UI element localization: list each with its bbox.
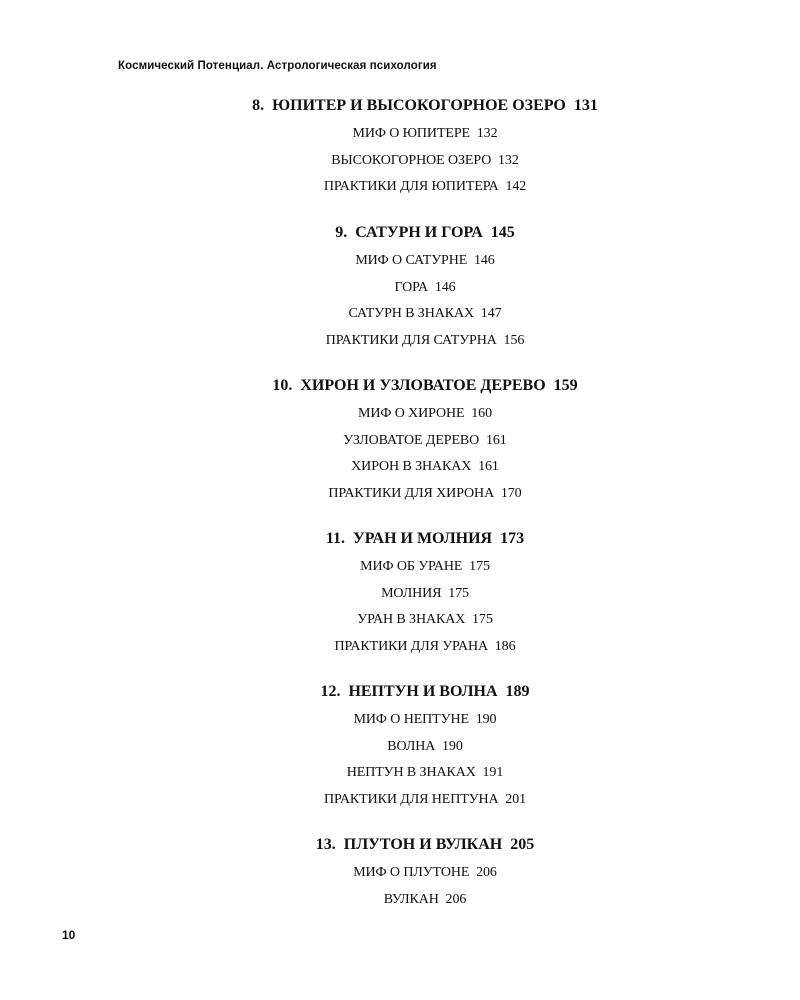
toc-item[interactable]: МИФ О ЮПИТЕРЕ 132 [352,126,498,141]
toc-item[interactable]: ПРАКТИКИ ДЛЯ НЕПТУНА 201 [323,791,526,807]
toc-item[interactable]: ПРАКТИКИ ДЛЯ ЮПИТЕРА 142 [323,179,527,195]
chapter-title[interactable]: 13. ПЛУТОН И ВУЛКАН 205 [315,836,535,853]
toc-item[interactable]: УЗЛОВАТОЕ ДЕРЕВО 161 [343,432,507,448]
toc-item[interactable]: ВЫСОКОГОРНОЕ ОЗЕРО 132 [331,152,519,168]
toc-item[interactable]: МИФ О ПЛУТОНЕ 206 [353,865,497,880]
chapter-title[interactable]: 8. ЮПИТЕР И ВЫСОКОГОРНОЕ ОЗЕРО 131 [252,97,598,114]
toc-item[interactable]: МИФ О ХИРОНЕ 160 [358,406,492,421]
chapter-items [50,252,800,349]
toc-item[interactable]: ХИРОН В ЗНАКАХ 161 [351,459,499,475]
chapter-title[interactable]: 11. УРАН И МОЛНИЯ 173 [325,530,525,547]
chapter-items [50,864,800,908]
toc-item[interactable]: УРАН В ЗНАКАХ 175 [357,612,493,628]
chapter-items [50,125,800,195]
chapter-12 [50,682,800,817]
chapter-8 [50,96,800,205]
toc-item[interactable]: МИФ О НЕПТУНЕ 190 [353,712,497,727]
chapter-13 [50,835,800,917]
toc-item[interactable]: ГОРА 146 [394,279,456,295]
toc-item[interactable]: ПРАКТИКИ ДЛЯ САТУРНА 156 [325,332,525,348]
toc-item[interactable]: МИФ О САТУРНЕ 146 [355,253,495,268]
running-head: Космический Потенциал. Астрологическая психология [118,60,437,72]
chapter-items [50,405,800,502]
chapter-items [50,711,800,808]
chapter-title[interactable]: 12. НЕПТУН И ВОЛНА 189 [320,683,530,700]
toc-item[interactable]: САТУРН В ЗНАКАХ 147 [348,306,502,322]
toc-item[interactable]: ВУЛКАН 206 [383,891,467,907]
chapter-10 [50,376,800,511]
chapter-11 [50,529,800,664]
chapter-9 [50,223,800,358]
chapter-title[interactable]: 9. САТУРН И ГОРА 145 [335,224,515,241]
chapter-title[interactable]: 10. ХИРОН И УЗЛОВАТОЕ ДЕРЕВО 159 [272,377,578,394]
toc-item[interactable]: ВОЛНА 190 [387,738,463,754]
toc-item[interactable]: МИФ ОБ УРАНЕ 175 [360,559,490,574]
page-number: 10 [62,928,76,942]
toc-item[interactable]: МОЛНИЯ 175 [381,585,469,601]
chapter-items [50,558,800,655]
toc-item[interactable]: НЕПТУН В ЗНАКАХ 191 [346,765,504,781]
toc-item[interactable]: ПРАКТИКИ ДЛЯ ХИРОНА 170 [328,485,522,501]
toc-item[interactable]: ПРАКТИКИ ДЛЯ УРАНА 186 [334,638,516,654]
